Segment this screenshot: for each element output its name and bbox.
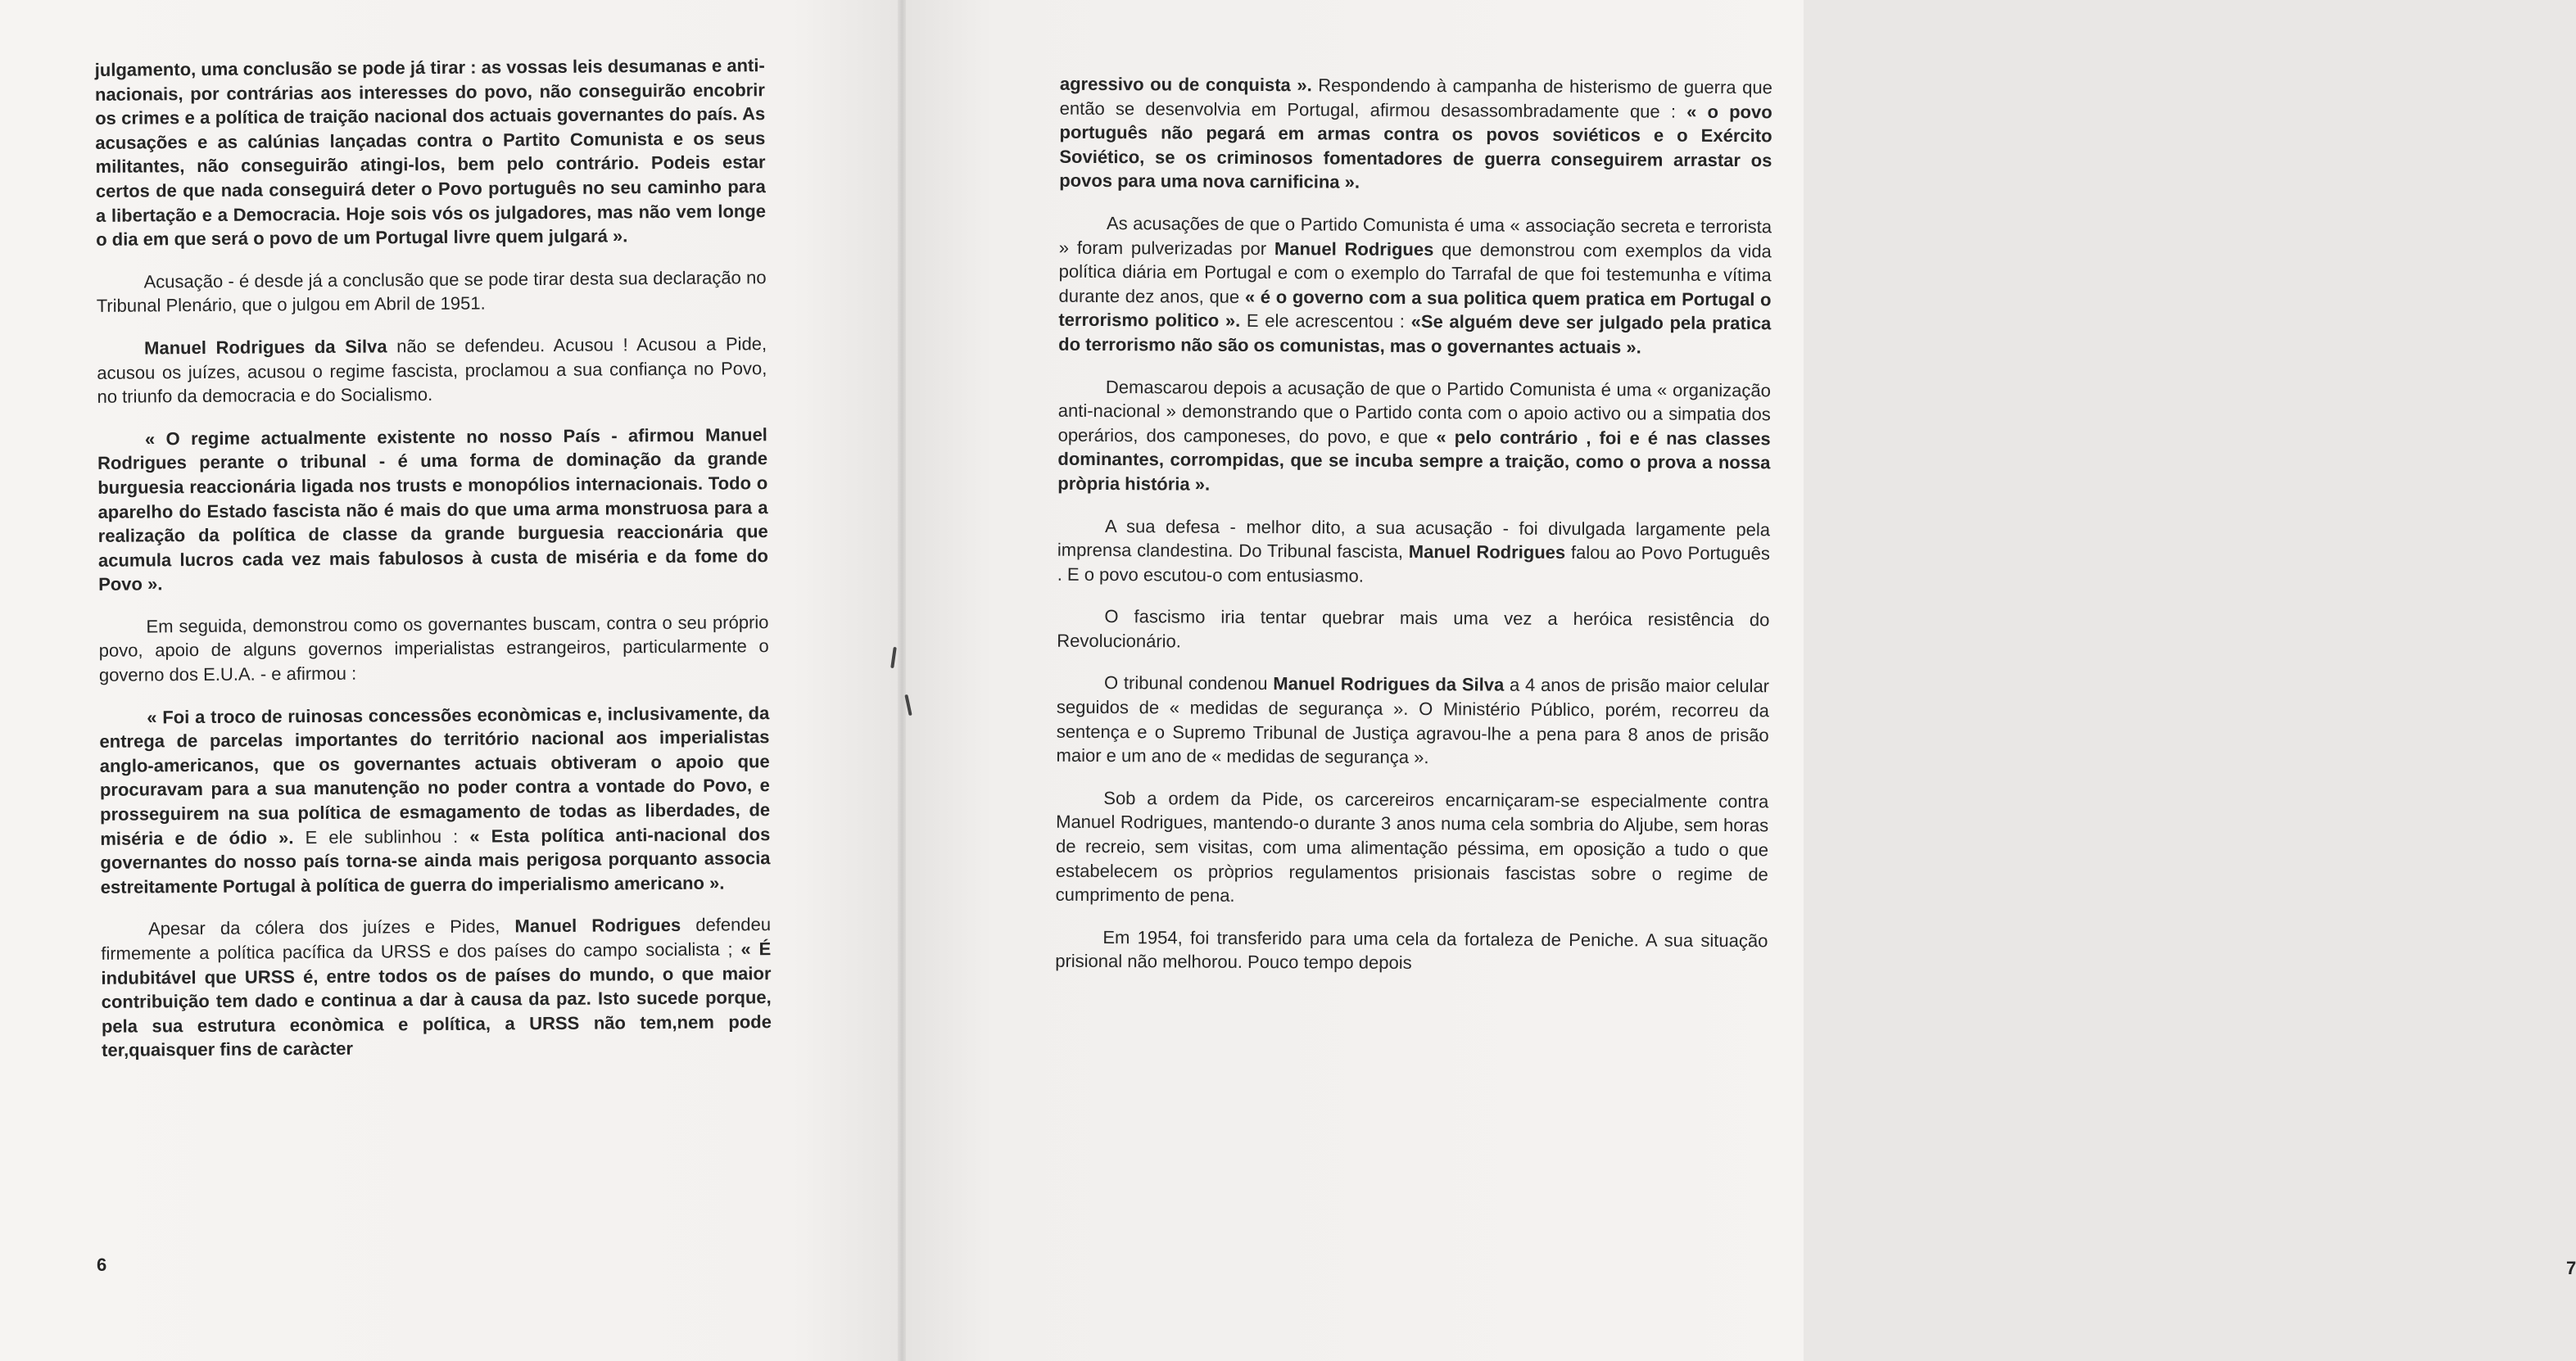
bold-text-run: « É indubitável que URSS é, entre todos os de países do mundo, o que maior contribuição tem dado e continua a dar à causa da paz. Isto sucede porque, pela sua estrutura econòmica e política, a URSS não tem,nem pode ter,quaisquer fins de caràcter [101, 938, 772, 1061]
paragraph [1057, 604, 1769, 657]
paragraph [1057, 374, 1771, 500]
bold-text-run: « Esta política anti-nacional dos governantes do nosso país torna-se ainda mais perigosa porquanto associa estreitamente Portugal à política de guerra do imperialismo americano ». [100, 823, 771, 898]
text-run: Demascarou depois a acusação de que o Partido Comunista é uma « organização anti-nacional » demonstrando que o Partido conta com o apoio activo ou a simpatia dos operários, dos camponeses, do povo, e que [1057, 376, 1771, 447]
bold-text-run: Manuel Rodrigues da Silva [144, 336, 387, 359]
paragraph [1056, 786, 1769, 911]
paragraph [1059, 72, 1772, 197]
paragraph [1056, 671, 1769, 771]
paragraph [97, 423, 768, 597]
bold-text-run: « pelo contrário , foi e é nas classes dominantes, corrompidas, que se incuba sempre a traição, como o prova a nossa pròpria história ». [1057, 426, 1771, 495]
page-number-left: 6 [97, 1255, 107, 1275]
paragraph [1055, 925, 1768, 978]
text-run: Respondendo à campanha de histerismo de guerra que então se desenvolvia em Portugal, afirmou desassombradamente que : [1059, 75, 1772, 122]
bold-text-run: Manuel Rodrigues da Silva [1273, 673, 1505, 696]
text-run: defendeu firmemente a política pacífica da URSS e dos países do campo socialista ; [101, 914, 772, 964]
paragraph [1057, 513, 1770, 590]
bold-text-run: « o povo português não pegará em armas contra os povos soviéticos e o Exército Soviético, se os criminosos fomentadores de guerra conseguirem arrastar os povos para uma nova carnificina ». [1059, 101, 1772, 193]
page-number-right: 7 [2566, 1258, 2576, 1278]
paragraph [101, 913, 772, 1063]
bold-text-run: julgamento, uma conclusão se pode já tirar : as vossas leis desumanas e anti-nacionais, por contrárias aos interesses do povo, não conseguirão encobrir os crimes e a política de traição nacional dos actuais governantes do país. As acusações e as calúnias lançadas contra o Partito Comunista e os seus militantes, não conseguirão atingi-los, bem pelo contrário. Podeis estar certos de que nada conseguirá deter o Povo português no seu caminho para a libertação e a Democracia. [94, 55, 766, 226]
right-page [902, 0, 2576, 1361]
text-run: As acusações de que o Partido Comunista é uma « associação secreta e terrorista » foram pulverizadas por [1058, 213, 1772, 259]
left-page-text [95, 53, 772, 1081]
text-run: Em seguida, demonstrou como os governantes buscam, contra o seu próprio povo, apoio de alguns governos imperialistas estrangeiros, particularmente o governo dos E.U.A. - e afirmou : [98, 612, 769, 685]
text-run: Apesar da cólera dos juízes e Pides, [147, 916, 515, 939]
bold-text-run: « Foi a troco de ruinosas concessões econòmicas e, inclusivamente, da entrega de parcelas importantes do território nacional aos imperialistas anglo-americanos, que os governantes actuais obtiveram o apoio que procuravam para a sua manutenção no poder contra a vontade do Povo, e prosseguirem na sua política de esmagamento de todas as liberdades, de miséria e de ódio ». [99, 702, 771, 849]
bold-text-run: Manuel Rodrigues [1274, 237, 1434, 260]
text-run: O tribunal condenou [1103, 672, 1274, 694]
paragraph [95, 53, 767, 251]
text-run: a 4 anos de prisão maior celular seguidos de « medidas de segurança ». O Ministério Público, porém, recorreu da sentença e o Supremo Tribunal de Justiça agravou-lhe a pena para 8 anos de prisão maior e um ano de « medidas de segurança ». [1056, 675, 1770, 768]
paragraph [97, 332, 767, 409]
bold-text-run: agressivo ou de conquista ». [1059, 73, 1312, 96]
bold-text-run: Manuel Rodrigues [1408, 541, 1566, 563]
text-run: que demonstrou com exemplos da vida política diária em Portugal e com o exemplo do Tarrafal de que foi testemunha e vítima durante dez anos, que [1058, 238, 1772, 307]
bold-text-run: « O regime actualmente existente no nosso País - afirmou Manuel Rodrigues perante o tribunal - é uma forma de dominação da grande burguesia reaccionária ligada nos trusts e monopólios internacionais. Todo o aparelho do Estado fascista não é mais do que uma arma monstruosa para a realização da política de classe da grande burguesia reaccionária que acumula lucros cada vez mais fabulosos à custa de miséria e da fome do Povo ». [97, 423, 768, 595]
text-run: O fascismo iria tentar quebrar mais uma vez a heróica resistência do Revolucionário. [1057, 606, 1770, 652]
bold-text-run: Hoje sois vós os julgadores, mas não vem longe o dia em que será o povo de um Portugal livre quem julgará ». [96, 200, 767, 251]
paragraph [99, 701, 771, 899]
bold-text-run: «Se alguém deve ser julgado pela pratica do terrorismo não são os comunistas, mas o governantes actuais ». [1058, 311, 1772, 358]
text-run: E ele acrescentou : [1240, 310, 1411, 332]
paragraph [96, 265, 766, 319]
text-run: falou ao Povo Português . E o povo escutou-o com entusiasmo. [1057, 542, 1770, 586]
text-run: A sua defesa - melhor dito, a sua acusação - foi divulgada largamente pela imprensa clandestina. Do Tribunal fascista, [1057, 515, 1771, 563]
bold-text-run: Manuel Rodrigues [514, 915, 681, 937]
left-page [0, 0, 902, 1361]
right-page-text [1055, 72, 1772, 996]
book-gutter [898, 0, 906, 1361]
text-run: não se defendeu. Acusou ! Acusou a Pide, acusou os juízes, acusou o regime fascista, proclamou a sua confiança no Povo, no triunfo da democracia e do Socialismo. [97, 333, 767, 407]
text-run: Em 1954, foi transferido para uma cela da fortaleza de Peniche. A sua situação prisional não melhorou. Pouco tempo depois [1055, 926, 1768, 974]
paragraph [1058, 211, 1772, 360]
bold-text-run: « é o governo com a sua politica quem pratica em Portugal o terrorismo politico ». [1058, 286, 1772, 332]
text-run: Sob a ordem da Pide, os carcereiros encarniçaram-se especialmente contra Manuel Rodrigues, mantendo-o durante 3 anos numa cela sombria do Aljube, sem horas de recreio, sem visitas, com uma alimentação péssima, em oposição a tudo o que estabelecem os pròprios regulamentos prisionais fascistas sobre o regime de cumprimento de pena. [1055, 787, 1769, 907]
text-run: E ele sublinhou : [293, 825, 470, 848]
paragraph [98, 610, 769, 687]
text-run: Acusação - é desde já a conclusão que se pode tirar desta sua declaração no Tribunal Plenário, que o julgou em Abril de 1951. [96, 266, 767, 317]
